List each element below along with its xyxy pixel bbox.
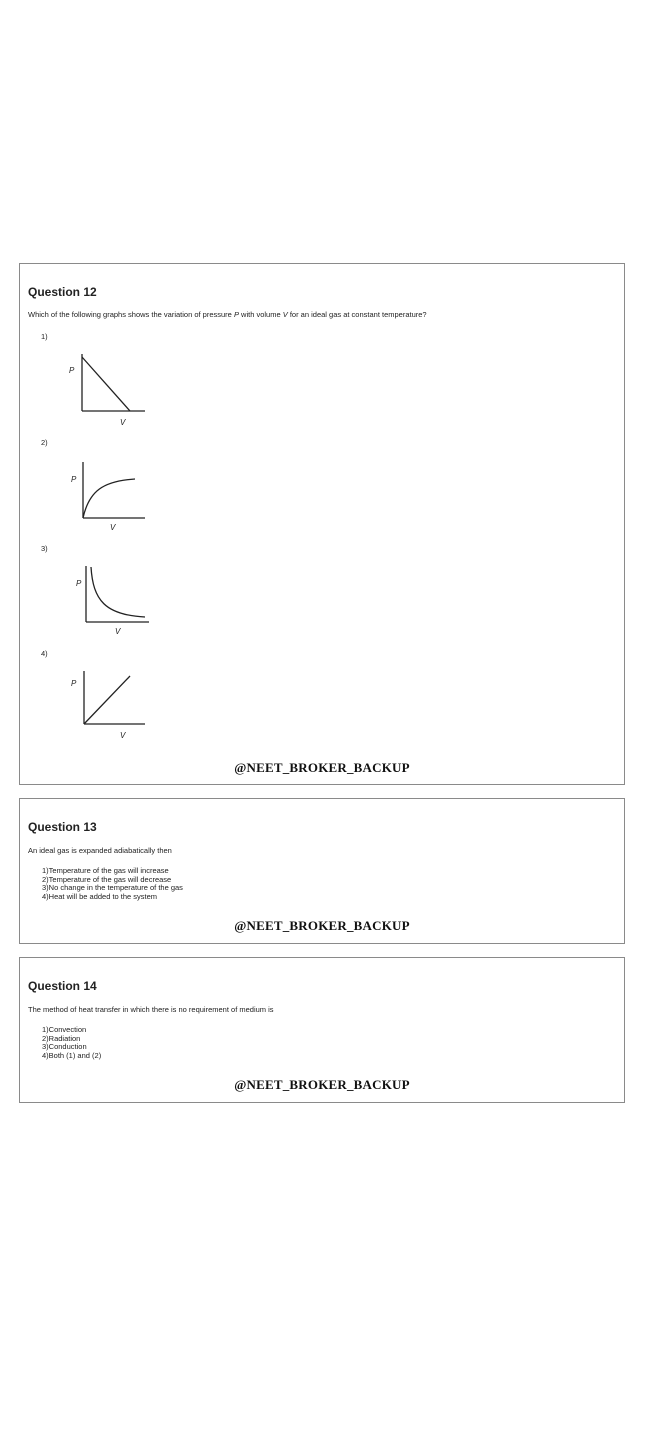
- option-item[interactable]: 3)No change in the temperature of the gas: [42, 883, 183, 893]
- option-label[interactable]: 4): [41, 649, 48, 658]
- question-text: The method of heat transfer in which there is no requirement of medium is: [28, 1005, 274, 1014]
- graph-hyperbolic-decrease: [75, 562, 165, 642]
- graph-linear-increase: [68, 666, 158, 746]
- option-label[interactable]: 2): [41, 438, 48, 447]
- option-item[interactable]: 1)Convection: [42, 1025, 87, 1034]
- watermark: @NEET_BROKER_BACKUP: [234, 1077, 410, 1092]
- question-text-part: with volume: [238, 310, 283, 319]
- options-list: [42, 867, 183, 901]
- p-axis-label: P: [71, 679, 77, 688]
- question-title: Question 14: [28, 979, 97, 993]
- watermark: @NEET_BROKER_BACKUP: [234, 918, 410, 933]
- question-text: An ideal gas is expanded adiabatically then: [28, 846, 172, 855]
- p-axis-label: P: [71, 475, 77, 484]
- option-item[interactable]: 4)Both (1) and (2): [42, 1050, 102, 1060]
- p-axis-label: P: [69, 366, 75, 375]
- question-title: Question 13: [28, 820, 97, 834]
- graph-linear-decrease: [65, 349, 155, 431]
- question-text-part: for an ideal gas at constant temperature?: [287, 310, 427, 319]
- option-item[interactable]: 4)Heat will be added to the system: [42, 891, 158, 901]
- volume-symbol: V: [282, 310, 288, 319]
- curve-line: [83, 479, 135, 518]
- option-item[interactable]: 2)Temperature of the gas will decrease: [42, 874, 172, 884]
- options-list: [42, 1026, 101, 1060]
- option-label[interactable]: 1): [41, 332, 48, 341]
- question-14-card: [19, 957, 625, 1103]
- curve-line: [84, 676, 130, 724]
- option-label[interactable]: 3): [41, 544, 48, 553]
- pressure-symbol: P: [233, 310, 239, 319]
- question-text: [28, 310, 427, 319]
- question-title: Question 12: [28, 285, 97, 299]
- option-item[interactable]: 3)Conduction: [42, 1042, 87, 1052]
- curve-line: [82, 357, 130, 411]
- graph-increasing-saturation: [65, 457, 155, 537]
- v-axis-label: V: [120, 418, 126, 427]
- option-item[interactable]: 1)Temperature of the gas will increase: [42, 866, 169, 875]
- question-text-part: Which of the following graphs shows the variation of pressure: [28, 310, 234, 319]
- question-13-card: [19, 798, 625, 944]
- v-axis-label: V: [110, 523, 116, 532]
- v-axis-label: V: [115, 627, 121, 636]
- watermark: @NEET_BROKER_BACKUP: [234, 760, 410, 775]
- curve-line: [91, 567, 145, 617]
- v-axis-label: V: [120, 731, 126, 740]
- question-12-card: [19, 263, 625, 785]
- option-item[interactable]: 2)Radiation: [42, 1033, 81, 1043]
- p-axis-label: P: [76, 579, 82, 588]
